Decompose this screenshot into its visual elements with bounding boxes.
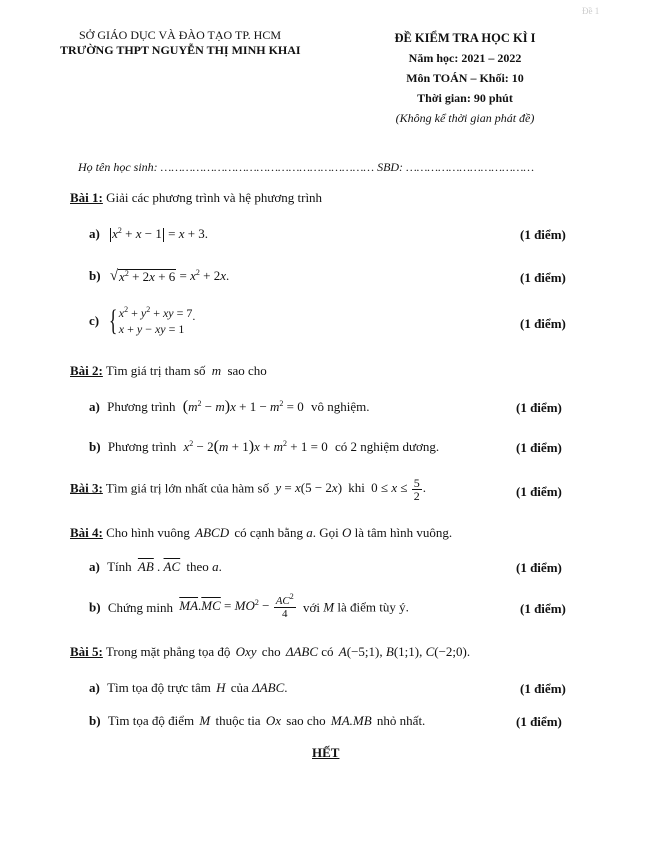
bai1-b-label: b) (89, 268, 101, 283)
bai2-a-label: a) (89, 399, 100, 414)
bai4-b (89, 592, 409, 620)
bai2-b (89, 438, 439, 456)
bai5-label: Bài 5: (70, 644, 103, 659)
bai4-label: Bài 4: (70, 525, 103, 540)
bai5-a-points: (1 điểm) (520, 681, 566, 696)
end-mark: HẾT (312, 745, 340, 760)
bai4-text2: có cạnh bằng (234, 525, 303, 540)
bai4-a-formula: $\overline{AB}$ . $\overline{AC}$ (137, 559, 181, 574)
bai4-b-points: (1 điểm) (520, 601, 566, 616)
bai2-a-text2: vô nghiệm. (311, 399, 370, 414)
bai1-c-points: (1 điểm) (520, 316, 566, 331)
bai5-b-label: b) (89, 713, 101, 728)
bai5-b-mamb: MA.MB (330, 713, 372, 728)
bai2-b-text1: Phương trình (107, 439, 177, 454)
bai3-label: Bài 3: (70, 480, 103, 496)
bai2-heading (70, 363, 267, 379)
bai1-c-system: { $x^2 + y^2$ + xy = 7 x + y − xy = 1 . (109, 304, 196, 337)
bai2-b-points: (1 điểm) (516, 440, 562, 455)
bai4-square: ABCD (195, 525, 230, 540)
exam-time: Thời gian: 90 phút (417, 91, 513, 105)
bai1-a-points: (1 điểm) (520, 227, 566, 242)
bai2-a-points: (1 điểm) (516, 400, 562, 415)
bai4-b-text2: với (303, 599, 321, 615)
bai5-tri: ΔABC (285, 644, 319, 659)
bai4-text3: . Gọi (312, 525, 339, 540)
bai2-b-text2: có 2 nghiệm dương. (334, 439, 440, 454)
sbd-dots[interactable]: ……………………………… (406, 160, 535, 174)
bai5-b-ox: Ox (265, 713, 282, 728)
bai1-text: Giải các phương trình và hệ phương trình (106, 190, 323, 205)
school-year: Năm học: 2021 – 2022 (408, 51, 522, 65)
student-info (78, 160, 534, 175)
bai5-b-text2: thuộc tia (215, 713, 261, 728)
bai1-b-points: (1 điểm) (520, 270, 566, 285)
header-left (60, 28, 300, 58)
bai4-text1: Cho hình vuông (106, 525, 190, 540)
bai4-o-var: O (341, 525, 352, 540)
time-note: (Không kể thời gian phát đề) (395, 111, 535, 125)
subject: Môn TOÁN – Khối: 10 (406, 71, 524, 85)
bai5-heading (70, 644, 470, 660)
bai5-a-tri: ΔABC (252, 680, 285, 695)
bai1-a-formula: $x^2 + x - 1 = x + 3$. (112, 226, 209, 241)
bai5-oxy: Oxy (235, 644, 257, 659)
bai1-b (89, 268, 229, 284)
bai5-b-text3: sao cho (286, 713, 326, 728)
bai4-a-text2: theo (186, 559, 209, 574)
bai1-a-label: a) (89, 226, 100, 241)
bai5-b-m: M (199, 713, 211, 728)
bai4-text4: là tâm hình vuông. (354, 525, 453, 540)
bai5-a-h: H (216, 680, 226, 695)
bai2-a (89, 398, 370, 416)
bai5-b-points: (1 điểm) (516, 714, 562, 729)
name-label: Họ tên học sinh: (78, 160, 158, 174)
bai2-b-label: b) (89, 439, 101, 454)
bai2-text: Tìm giá trị tham số (105, 363, 206, 378)
bai4-b-formula: $\overline{MA}.\overline{MC} = MO^2$ − $\frac{AC^2}{4}$ (179, 592, 294, 620)
bai1-b-formula: √ $x^2 + 2x + 6$ = $x^2 + 2x$. (109, 268, 230, 284)
name-dots[interactable]: …………………………………………………… (160, 160, 375, 174)
bai1-a (89, 226, 208, 242)
bai3-points: (1 điểm) (516, 484, 562, 499)
bai4-b-label: b) (89, 599, 101, 615)
bai4-a-points: (1 điểm) (516, 560, 562, 575)
bai4-heading (70, 525, 452, 541)
bai2-b-formula: $x^2 - 2(m + 1)x + m^2 + 1 = 0$ (183, 438, 328, 455)
bai2-text2: sao cho (227, 363, 267, 378)
bai5-points-coords: A(−5;1), B(1;1), C(−2;0). (338, 644, 471, 659)
bai3-text1: Tìm giá trị lớn nhất của hàm số (105, 480, 270, 496)
bai4-a-text1: Tính (107, 559, 132, 574)
bai4-b-text3: là điểm tùy ý. (337, 599, 409, 615)
bai1-c-label: c) (89, 313, 100, 328)
bai4-a-avar: a (212, 559, 219, 574)
bai3-text2: khi (348, 480, 365, 496)
bai5-b (89, 713, 425, 729)
bai5-a-text2: của (230, 680, 249, 695)
bai4-b-text1: Chứng minh (107, 599, 174, 615)
bai4-a-var: a (306, 525, 313, 540)
bai2-label: Bài 2: (70, 363, 103, 378)
bai2-var: m (211, 363, 222, 378)
dept-name: SỞ GIÁO DỤC VÀ ĐÀO TẠO TP. HCM (78, 28, 282, 42)
bai3-range: 0 ≤ x ≤ $\frac{5}{2}$ . (371, 476, 426, 503)
bai2-a-formula: $(m^2 - m)x + 1 - m^2 = 0$ (182, 398, 304, 415)
bai5-a-label: a) (89, 680, 100, 695)
bai1-label: Bài 1: (70, 190, 103, 205)
bai4-a: a) Tính $\overline{AB}$ . $\overline{AC}$ theo a. (89, 559, 222, 574)
bai5-a-text1: Tìm tọa độ trực tâm (107, 680, 211, 695)
bai1-c (89, 305, 195, 337)
bai5-text2: cho (261, 644, 281, 659)
bai4-a-label: a) (89, 559, 100, 574)
bai3 (70, 477, 426, 502)
school-name: TRƯỜNG THPT NGUYỄN THỊ MINH KHAI (60, 43, 301, 57)
bai4-b-mvar: M (323, 599, 335, 615)
exam-title: ĐỀ KIỂM TRA HỌC KÌ I (394, 31, 536, 45)
bai5-b-text1: Tìm tọa độ điểm (107, 713, 195, 728)
bai1-heading (70, 190, 322, 206)
header-right (365, 28, 565, 128)
bai5-a: a) Tìm tọa độ trực tâm H của ΔABC. (89, 680, 288, 695)
bai5-text1: Trong mặt phẳng tọa độ (105, 644, 231, 659)
bai5-text3: có (321, 644, 334, 659)
page-marker: Đề 1 (582, 6, 600, 16)
sbd-label: SBD: (377, 160, 404, 174)
bai3-formula: y = x(5 − 2x) (275, 480, 343, 496)
bai5-b-text4: nhỏ nhất. (376, 713, 426, 728)
bai2-a-text1: Phương trình (107, 399, 176, 414)
